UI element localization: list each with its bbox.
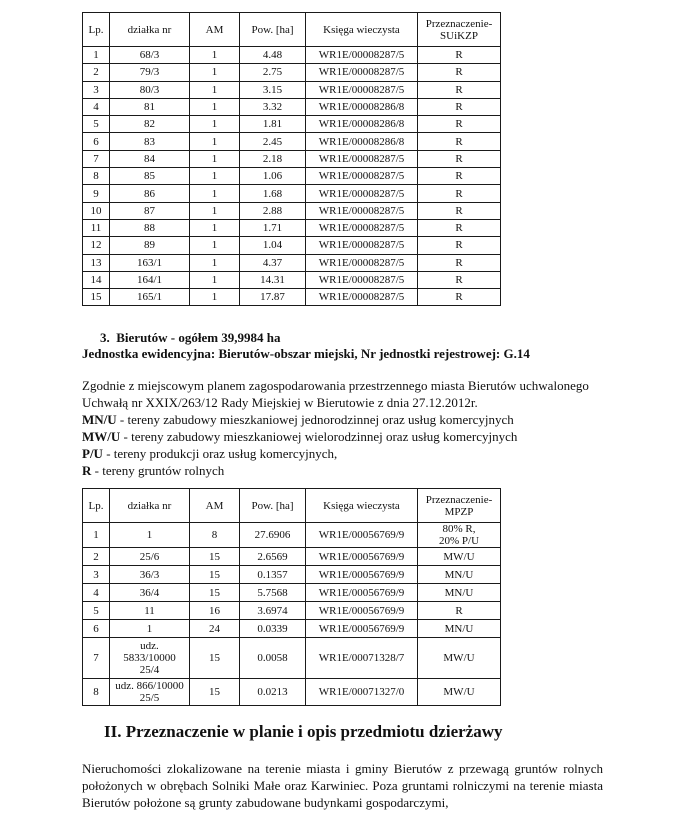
cell-land-register: WR1E/00008287/5: [306, 219, 418, 236]
cell-lp: 2: [83, 64, 110, 81]
cell-am: 24: [190, 620, 240, 638]
cell-lp: 5: [83, 116, 110, 133]
table-row: [83, 584, 501, 602]
cell-am: 1: [190, 133, 240, 150]
cell-parcel: 68/3: [110, 47, 190, 64]
cell-land-register: WR1E/00008287/5: [306, 64, 418, 81]
cell-lp: 6: [83, 620, 110, 638]
col-header-designation-line2: SUiKZP: [440, 29, 478, 42]
table-row: [83, 289, 501, 306]
legend-code: MN/U: [82, 412, 117, 427]
cell-am: 1: [190, 47, 240, 64]
designation-line: 20% P/U: [438, 535, 480, 547]
cell-am: 8: [190, 523, 240, 548]
cell-am: 1: [190, 81, 240, 98]
cell-area: 14.31: [240, 271, 306, 288]
cell-parcel: 84: [110, 150, 190, 167]
table-row: [83, 116, 501, 133]
cell-area: 2.18: [240, 150, 306, 167]
cell-designation: R: [418, 289, 501, 306]
col-header-designation: [418, 489, 501, 523]
legend-desc: - tereny gruntów rolnych: [91, 463, 225, 478]
cell-area: 0.0339: [240, 620, 306, 638]
cell-lp: 4: [83, 98, 110, 115]
cell-area: 0.0058: [240, 638, 306, 679]
cell-lp: 9: [83, 185, 110, 202]
table-row: [83, 168, 501, 185]
col-header-parcel: działka nr: [110, 13, 190, 47]
cell-am: 1: [190, 202, 240, 219]
cell-area: 1.68: [240, 185, 306, 202]
cell-area: 0.1357: [240, 566, 306, 584]
cell-designation: [418, 620, 501, 638]
table-row: [83, 81, 501, 98]
cell-am: 1: [190, 289, 240, 306]
cell-lp: 2: [83, 548, 110, 566]
cell-land-register: WR1E/00008287/5: [306, 202, 418, 219]
cell-parcel: 86: [110, 185, 190, 202]
cell-area: 1.71: [240, 219, 306, 236]
cell-area: 4.37: [240, 254, 306, 271]
cell-am: 15: [190, 566, 240, 584]
col-header-designation-line1: Przeznaczenie-: [425, 493, 493, 506]
cell-lp: 7: [83, 638, 110, 679]
cell-designation: R: [418, 64, 501, 81]
cell-land-register: WR1E/00008287/5: [306, 47, 418, 64]
cell-parcel: 83: [110, 133, 190, 150]
cell-land-register: WR1E/00008287/5: [306, 150, 418, 167]
cell-lp: 12: [83, 237, 110, 254]
cell-land-register: WR1E/00056769/9: [306, 584, 418, 602]
cell-area: 3.32: [240, 98, 306, 115]
cell-land-register: WR1E/00008287/5: [306, 254, 418, 271]
legend-item-pu: [82, 445, 622, 462]
legend-code: MW/U: [82, 429, 121, 444]
cell-area: 1.06: [240, 168, 306, 185]
table-row: [83, 150, 501, 167]
designation-line: MW/U: [443, 550, 475, 563]
cell-parcel: 79/3: [110, 64, 190, 81]
table-row: [83, 133, 501, 150]
section-3-heading: [82, 330, 530, 362]
cell-area: 17.87: [240, 289, 306, 306]
col-header-lp: Lp.: [83, 13, 110, 47]
cell-area: 2.75: [240, 64, 306, 81]
designation-line: R: [455, 604, 463, 617]
cell-am: 1: [190, 98, 240, 115]
cell-am: 15: [190, 638, 240, 679]
table-row: [83, 679, 501, 706]
cell-area: 3.15: [240, 81, 306, 98]
cell-parcel: 1: [110, 523, 190, 548]
cell-am: 1: [190, 237, 240, 254]
cell-parcel: 163/1: [110, 254, 190, 271]
cell-am: 15: [190, 679, 240, 706]
cell-parcel: 25/6: [110, 548, 190, 566]
legend-code: R: [82, 463, 92, 478]
col-header-designation: [418, 13, 501, 47]
cell-land-register: WR1E/00056769/9: [306, 602, 418, 620]
cell-parcel: udz. 866/10000 25/5: [110, 679, 190, 706]
cell-am: 1: [190, 168, 240, 185]
table-row: [83, 548, 501, 566]
chapter-heading: II. Przeznaczenie w planie i opis przedmiotu dzierżawy: [104, 722, 503, 741]
col-header-am: AM: [190, 489, 240, 523]
cell-lp: 10: [83, 202, 110, 219]
cell-parcel: 87: [110, 202, 190, 219]
legend-desc: - tereny produkcji oraz usług komercyjnych,: [102, 446, 338, 461]
table-row: [83, 254, 501, 271]
cell-area: 5.7568: [240, 584, 306, 602]
cell-area: 27.6906: [240, 523, 306, 548]
section-title: Bierutów - ogółem 39,9984 ha: [116, 330, 281, 345]
cell-area: 4.48: [240, 47, 306, 64]
col-header-parcel: działka nr: [110, 489, 190, 523]
table-row: [83, 202, 501, 219]
body-paragraph: Nieruchomości zlokalizowane na terenie miasta i gminy Bierutów z przewagą gruntów rolnych położonych w obrębach Solniki Małe oraz Karwiniec. Poza gruntami rolniczymi na terenie miasta Bierutów położone są grunty zabudowane budynkami gospodarczymi,: [82, 761, 603, 810]
plan-paragraph: [82, 377, 622, 479]
cell-area: 3.6974: [240, 602, 306, 620]
col-header-land-register: Księga wieczysta: [306, 489, 418, 523]
cell-parcel: 36/4: [110, 584, 190, 602]
cell-designation: [418, 602, 501, 620]
legend-desc: - tereny zabudowy mieszkaniowej jednorodzinnej oraz usług komercyjnych: [116, 412, 514, 427]
cell-parcel: 1: [110, 620, 190, 638]
cell-parcel: 165/1: [110, 289, 190, 306]
cell-designation: R: [418, 133, 501, 150]
cell-lp: 1: [83, 47, 110, 64]
cell-land-register: WR1E/00008287/5: [306, 271, 418, 288]
col-header-area: Pow. [ha]: [240, 489, 306, 523]
cell-parcel: 89: [110, 237, 190, 254]
cell-designation: R: [418, 116, 501, 133]
cell-designation: R: [418, 219, 501, 236]
cell-am: 1: [190, 271, 240, 288]
table-row: [83, 185, 501, 202]
cell-am: 1: [190, 185, 240, 202]
table-row: [83, 98, 501, 115]
table-row: [83, 638, 501, 679]
cell-parcel: 11: [110, 602, 190, 620]
cell-designation: R: [418, 271, 501, 288]
cell-area: 1.81: [240, 116, 306, 133]
cell-designation: [418, 584, 501, 602]
cell-parcel: 81: [110, 98, 190, 115]
cell-parcel: 80/3: [110, 81, 190, 98]
col-header-designation-line2: MPZP: [444, 505, 474, 518]
legend-code: P/U: [82, 446, 103, 461]
cell-designation: R: [418, 168, 501, 185]
cell-lp: 15: [83, 289, 110, 306]
cell-am: 1: [190, 116, 240, 133]
legend-item-mnu: [82, 411, 622, 428]
cell-designation: [418, 679, 501, 706]
cell-am: 16: [190, 602, 240, 620]
cell-lp: 13: [83, 254, 110, 271]
table-header-row: [83, 489, 501, 523]
cell-lp: 6: [83, 133, 110, 150]
cell-lp: 11: [83, 219, 110, 236]
cell-designation: R: [418, 98, 501, 115]
cell-designation: R: [418, 150, 501, 167]
table-row: [83, 602, 501, 620]
cell-designation: R: [418, 237, 501, 254]
cell-am: 15: [190, 548, 240, 566]
cell-am: 1: [190, 219, 240, 236]
legend-item-mwu: [82, 428, 622, 445]
designation-line: MN/U: [444, 568, 474, 581]
cell-area: 2.88: [240, 202, 306, 219]
designation-line: 80% R,: [442, 523, 476, 535]
cell-land-register: WR1E/00008286/8: [306, 98, 418, 115]
section-number: 3.: [100, 330, 110, 345]
cell-parcel: 36/3: [110, 566, 190, 584]
cell-designation: R: [418, 254, 501, 271]
cell-parcel: 88: [110, 219, 190, 236]
cell-designation: R: [418, 202, 501, 219]
designation-line: MW/U: [443, 652, 475, 664]
cell-land-register: WR1E/00008287/5: [306, 185, 418, 202]
table-header-row: [83, 13, 501, 47]
cell-am: 1: [190, 64, 240, 81]
table-row: [83, 271, 501, 288]
cell-land-register: WR1E/00008287/5: [306, 237, 418, 254]
cell-area: 0.0213: [240, 679, 306, 706]
cell-lp: 4: [83, 584, 110, 602]
cell-designation: [418, 548, 501, 566]
cell-land-register: WR1E/00008286/8: [306, 133, 418, 150]
cell-parcel: udz. 5833/10000 25/4: [110, 638, 190, 679]
cell-lp: 5: [83, 602, 110, 620]
parcels-table-1: [82, 12, 501, 306]
cell-designation: [418, 523, 501, 548]
cell-area: 2.6569: [240, 548, 306, 566]
cell-area: 1.04: [240, 237, 306, 254]
table-row: [83, 620, 501, 638]
cell-lp: 7: [83, 150, 110, 167]
cell-parcel: 82: [110, 116, 190, 133]
col-header-designation-line1: Przeznaczenie-: [425, 17, 493, 30]
cell-land-register: WR1E/00008287/5: [306, 81, 418, 98]
cell-parcel: 85: [110, 168, 190, 185]
cell-lp: 1: [83, 523, 110, 548]
col-header-area: Pow. [ha]: [240, 13, 306, 47]
table-row: [83, 47, 501, 64]
legend-desc: - tereny zabudowy mieszkaniowej wielorodzinnej oraz usług komercyjnych: [120, 429, 518, 444]
cell-lp: 8: [83, 168, 110, 185]
cell-am: 1: [190, 254, 240, 271]
table-row: [83, 219, 501, 236]
table-row: [83, 523, 501, 548]
cell-designation: R: [418, 81, 501, 98]
cell-am: 1: [190, 150, 240, 167]
designation-line: MW/U: [443, 686, 475, 698]
cell-lp: 8: [83, 679, 110, 706]
parcels-table-2: [82, 488, 501, 706]
cell-land-register: WR1E/00071327/0: [306, 679, 418, 706]
cell-land-register: WR1E/00056769/9: [306, 523, 418, 548]
cell-area: 2.45: [240, 133, 306, 150]
cell-designation: [418, 566, 501, 584]
cell-parcel: 164/1: [110, 271, 190, 288]
table-row: [83, 64, 501, 81]
col-header-am: AM: [190, 13, 240, 47]
col-header-land-register: Księga wieczysta: [306, 13, 418, 47]
legend-item-r: [82, 462, 622, 479]
cell-land-register: WR1E/00056769/9: [306, 548, 418, 566]
cell-designation: R: [418, 47, 501, 64]
cell-land-register: WR1E/00071328/7: [306, 638, 418, 679]
cell-am: 15: [190, 584, 240, 602]
cell-lp: 3: [83, 81, 110, 98]
section-3-title-line: [82, 330, 530, 346]
cell-lp: 3: [83, 566, 110, 584]
cell-land-register: WR1E/00008287/5: [306, 289, 418, 306]
cell-lp: 14: [83, 271, 110, 288]
designation-line: MN/U: [444, 586, 474, 599]
col-header-lp: Lp.: [83, 489, 110, 523]
plan-paragraph-text: Zgodnie z miejscowym planem zagospodarowania przestrzennego miasta Bierutów uchwalonego Uchwałą nr XXIX/263/12 Rady Miejskiej w Bierutowie z dnia 27.12.2012r.: [82, 378, 589, 410]
cell-land-register: WR1E/00008286/8: [306, 116, 418, 133]
designation-line: MN/U: [444, 622, 474, 635]
table-row: [83, 566, 501, 584]
table-row: [83, 237, 501, 254]
cell-land-register: WR1E/00056769/9: [306, 620, 418, 638]
cell-designation: [418, 638, 501, 679]
cell-land-register: WR1E/00056769/9: [306, 566, 418, 584]
section-unit-line: Jednostka ewidencyjna: Bierutów-obszar miejski, Nr jednostki rejestrowej: G.14: [82, 346, 530, 361]
cell-land-register: WR1E/00008287/5: [306, 168, 418, 185]
cell-designation: R: [418, 185, 501, 202]
